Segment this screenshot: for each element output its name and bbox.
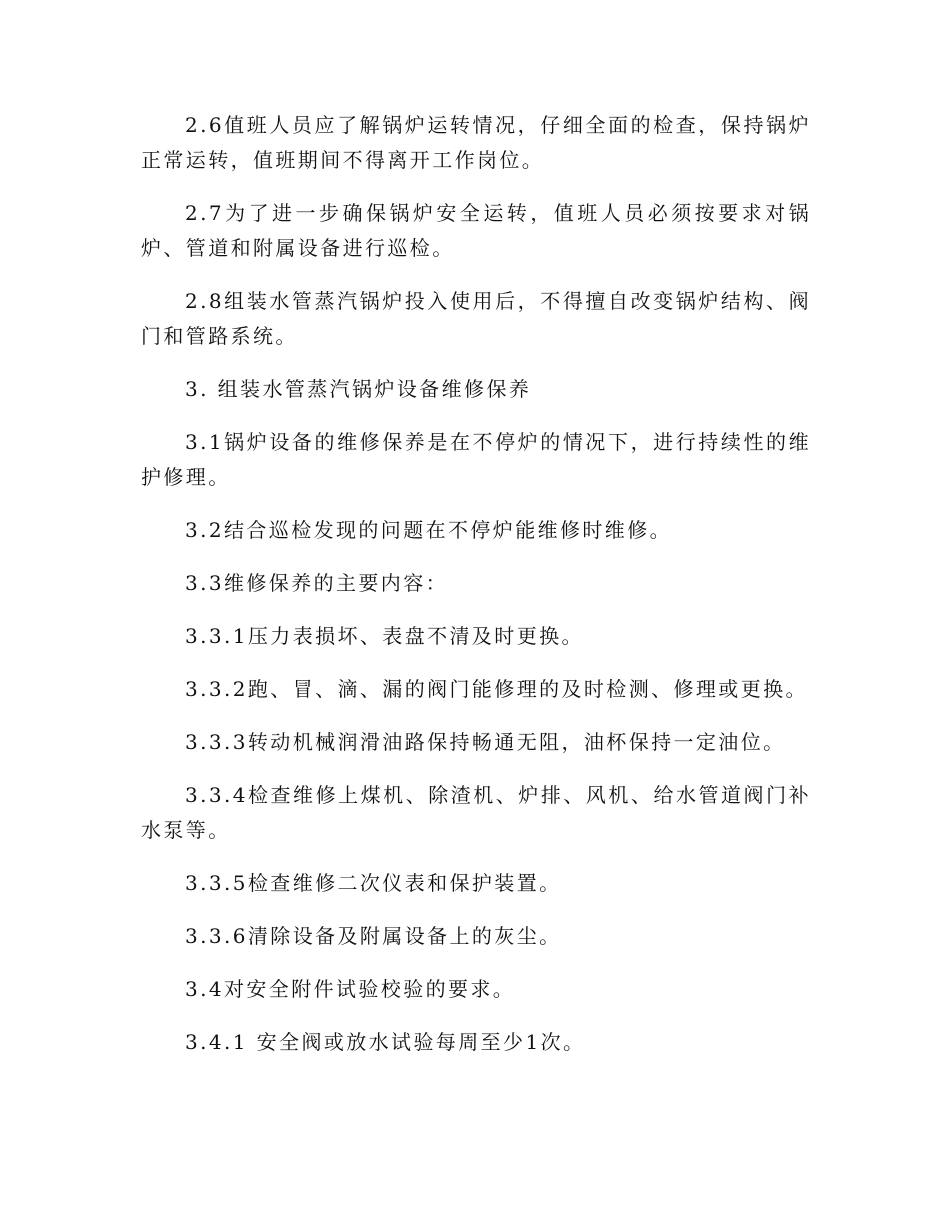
paragraph-2-6: 2.6值班人员应了解锅炉运转情况，仔细全面的检查，保持锅炉正常运转，值班期间不得离开工作岗位。 — [141, 113, 811, 172]
paragraph-2-8: 2.8组装水管蒸汽锅炉投入使用后，不得擅自改变锅炉结构、阀门和管路系统。 — [141, 289, 811, 348]
paragraph-3-4: 3.4对安全附件试验校验的要求。 — [185, 977, 516, 1001]
paragraph-2-7: 2.7为了进一步确保锅炉安全运转，值班人员必须按要求对锅炉、管道和附属设备进行巡检。 — [141, 201, 811, 260]
paragraph-3-4-1: 3.4.1 安全阀或放水试验每周至少1次。 — [185, 1030, 586, 1054]
paragraph-3-3-6: 3.3.6清除设备及附属设备上的灰尘。 — [185, 924, 562, 948]
paragraph-3-3-3: 3.3.3转动机械润滑油路保持畅通无阻，油杯保持一定油位。 — [185, 730, 786, 754]
paragraph-3-3-1: 3.3.1压力表损坏、表盘不清及时更换。 — [185, 624, 584, 648]
section-heading-3: 3. 组装水管蒸汽锅炉设备维修保养 — [185, 377, 532, 401]
paragraph-3-3-2: 3.3.2跑、冒、滴、漏的阀门能修理的及时检测、修理或更换。 — [185, 677, 808, 701]
paragraph-3-2: 3.2结合巡检发现的问题在不停炉能维修时维修。 — [185, 518, 673, 542]
paragraph-3-1: 3.1锅炉设备的维修保养是在不停炉的情况下，进行持续性的维护修理。 — [141, 430, 811, 489]
paragraph-3-3-4: 3.3.4检查维修上煤机、除渣机、炉排、风机、给水管道阀门补水泵等。 — [141, 783, 811, 842]
paragraph-3-3: 3.3维修保养的主要内容： — [185, 571, 449, 595]
document-body — [141, 108, 811, 1060]
paragraph-3-3-5: 3.3.5检查维修二次仪表和保护装置。 — [185, 871, 562, 895]
